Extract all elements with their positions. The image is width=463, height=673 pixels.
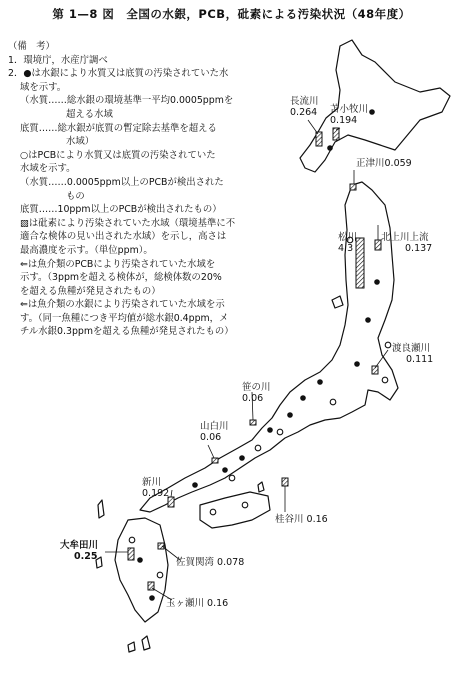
mercury-site-marker bbox=[374, 279, 380, 285]
arsenic-bar bbox=[316, 132, 322, 146]
site-label-osaru: 長流川 0.264 bbox=[290, 96, 319, 118]
legend-line: （水質……0.0005ppm以上のPCBが検出された bbox=[20, 176, 224, 188]
mercury-site-marker bbox=[365, 317, 371, 323]
pcb-site-marker bbox=[277, 429, 283, 435]
legend-line: ○はPCBにより水質又は底質の汚染されていた bbox=[20, 149, 216, 161]
mercury-site-marker bbox=[222, 467, 228, 473]
pcb-site-marker bbox=[242, 502, 248, 508]
site-label-matsukawa: 松川 4.3 bbox=[338, 232, 358, 254]
hokkaido-island bbox=[300, 40, 450, 172]
legend-line: 超える水域 bbox=[66, 108, 113, 120]
mercury-site-marker bbox=[300, 395, 306, 401]
legend-line: ⇐は魚介類のPCBにより汚染されていた水域を bbox=[20, 258, 216, 270]
yakushima-island bbox=[128, 642, 135, 652]
legend-line: ⇐は魚介類の水銀により汚染されていた水域を示 bbox=[20, 299, 225, 311]
site-label-watarase: 渡良瀬川 0.111 bbox=[392, 343, 434, 365]
arsenic-bar bbox=[212, 458, 218, 463]
site-label-omuta: 大牟田川 0.25 bbox=[60, 540, 99, 562]
legend-line: ▧は砒素により汚染されていた水域（環境基準に不 bbox=[20, 217, 236, 229]
site-label-yamashiro: 山白川 0.06 bbox=[200, 421, 229, 443]
legend-line: を超える魚種が発見されたもの） bbox=[20, 285, 161, 297]
mercury-site-marker bbox=[239, 455, 245, 461]
arsenic-bar bbox=[128, 548, 134, 560]
site-label-kitakami: 北上川上流 0.137 bbox=[381, 232, 433, 254]
honshu-island bbox=[140, 182, 398, 512]
site-label-shozu: 正津川0.059 bbox=[356, 158, 412, 169]
legend-line: 適合な検体の見い出された水域）を示し，高さは bbox=[20, 231, 227, 243]
leader-line bbox=[208, 445, 214, 458]
legend-line: 示す。（3ppmを超える検体が，総検体数の20% bbox=[20, 272, 222, 284]
pcb-site-marker bbox=[385, 342, 391, 348]
leader-line bbox=[308, 120, 318, 134]
kyushu-island bbox=[115, 518, 168, 622]
pcb-site-marker bbox=[229, 475, 235, 481]
legend-line: 水域） bbox=[66, 136, 95, 148]
legend-line: 最高濃度を示す。（単位ppm）。 bbox=[20, 244, 153, 256]
arsenic-bar bbox=[372, 366, 378, 374]
legend-line: （水質……総水銀の環境基準一平均0.0005ppmを bbox=[20, 95, 234, 107]
legend-line: 水域を示す。 bbox=[20, 163, 76, 175]
site-label-shinkawa: 新川 0.192 bbox=[142, 477, 170, 499]
mercury-site-marker bbox=[327, 145, 333, 151]
site-label-sasanokawa: 笹の川 0.06 bbox=[242, 382, 271, 404]
legend-line: す。（同一魚種につき平均値が総水銀0.4ppm，メ bbox=[20, 312, 229, 324]
mercury-site-marker bbox=[192, 482, 198, 488]
arsenic-bar bbox=[282, 478, 288, 486]
site-label-sagaseki: 佐賀関湾 0.078 bbox=[176, 557, 245, 568]
mercury-site-marker bbox=[267, 427, 273, 433]
mercury-site-marker bbox=[149, 595, 155, 601]
pcb-site-marker bbox=[210, 509, 216, 515]
pcb-site-marker bbox=[255, 445, 261, 451]
awaji-island bbox=[258, 482, 264, 492]
arsenic-bar bbox=[350, 184, 356, 190]
pcb-site-marker bbox=[157, 572, 163, 578]
legend-line: もの bbox=[66, 190, 85, 202]
pcb-site-marker bbox=[382, 377, 388, 383]
arsenic-bar bbox=[250, 420, 256, 425]
mercury-site-marker bbox=[354, 361, 360, 367]
sado-island bbox=[332, 296, 343, 308]
legend-heading: （備 考） bbox=[8, 41, 55, 52]
mercury-site-marker bbox=[369, 109, 375, 115]
figure-title: 第 1—8 図 全国の水銀，PCB，砒素による汚染状況（48年度） bbox=[52, 7, 411, 21]
mercury-site-marker bbox=[287, 412, 293, 418]
arsenic-bar bbox=[356, 238, 364, 288]
legend-line: 2．●は水銀により水質又は底質の汚染されていた水 bbox=[8, 68, 229, 80]
arsenic-bar bbox=[158, 543, 164, 549]
legend-line: 域を示す。 bbox=[20, 81, 67, 93]
legend-line: 底質……総水銀が底質の暫定除去基準を超える bbox=[20, 122, 217, 134]
mercury-site-marker bbox=[137, 557, 143, 563]
pcb-site-marker bbox=[129, 537, 135, 543]
site-label-katsuratani: 桂谷川 0.16 bbox=[275, 514, 328, 525]
pcb-site-marker bbox=[330, 399, 336, 405]
site-label-tamagase: 玉ヶ瀬川 0.16 bbox=[166, 598, 229, 609]
legend-line: チル水銀0.3ppmを超える魚種が発見されたもの） bbox=[20, 326, 234, 338]
legend-line: 1．環境庁，水産庁調べ bbox=[8, 54, 108, 66]
site-label-tomakomai: 苫小牧川 0.194 bbox=[330, 104, 369, 126]
tanegashima-island bbox=[142, 636, 150, 650]
tsushima-island bbox=[98, 500, 104, 518]
legend-line: 底質……10ppm以上のPCBが検出されたもの） bbox=[20, 204, 222, 216]
mercury-site-marker bbox=[317, 379, 323, 385]
